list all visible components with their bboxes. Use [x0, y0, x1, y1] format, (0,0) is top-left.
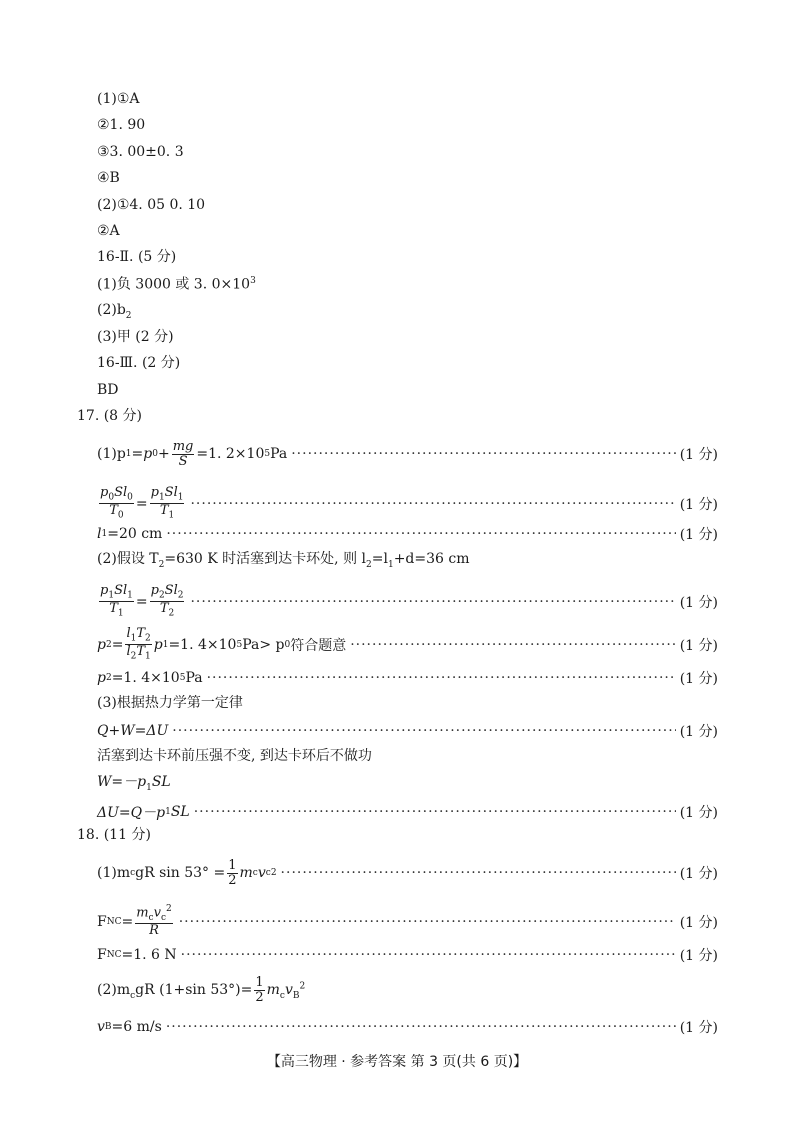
answer-line: (1)①A: [97, 91, 140, 107]
page-footer: 【高三物理 · 参考答案 第 3 页(共 6 页)】: [266, 1054, 528, 1070]
answer-line: ③3. 00±0. 3: [97, 144, 184, 160]
q17-text-assume: (2)假设 $T_2=630$ K 时活塞到达卡环处, 则 $l_2=l_1+d=36$ cm: [97, 551, 470, 570]
answer-line: BD: [97, 382, 119, 398]
q18-equation-1: (1)m c gR sin 53° = $\frac{1}{2}$ m c v c 2 ····· (1 分): [97, 859, 718, 887]
answer-line: 16-Ⅲ. (2 分): [97, 355, 181, 371]
q17-text-first-law: (3)根据热力学第一定律: [97, 695, 243, 711]
answer-line: ②A: [97, 223, 120, 239]
q18-equation-5: v B =6 m/s ····· (1 分): [97, 1017, 718, 1037]
q17-equation-4: $\frac{p_1Sl_1}{T_1}$ = $\frac{p_2Sl_2}{T_2}$ ····· (1 分): [97, 584, 718, 619]
q17-equation-8: ΔU=Q－p 1 SL ····· (1 分): [97, 802, 718, 822]
answer-line: $(2)b_2$: [97, 302, 132, 321]
question-18-header: 18. (11 分): [77, 827, 151, 843]
answer-line: ②1. 90: [97, 117, 146, 133]
q17-text-work: $W=-p_1SL$: [97, 774, 171, 793]
q17-equation-2: $\frac{p_0Sl_0}{T_0}$ = $\frac{p_1Sl_1}{T_1}$ ····· (1 分): [97, 486, 718, 521]
q18-equation-4: $(2)m_cgR$ (1+sin 53°)= $\frac{1}{2}$ $m_cv_B^2$: [97, 975, 306, 1005]
answer-line: (2)①4. 05 0. 10: [97, 197, 206, 213]
q17-equation-7: Q+W=ΔU ····· (1 分): [97, 721, 718, 741]
q18-equation-2: F NC = $m_cv_c^2$ R ····· (1 分): [97, 905, 718, 938]
answer-line: 16-Ⅱ. (5 分): [97, 249, 177, 265]
question-17-header: 17. (8 分): [77, 408, 142, 424]
q18-equation-3: F NC =1. 6 N ····· (1 分): [97, 945, 718, 965]
q17-equation-1: (1)p 1 = p 0 + $\frac{mg}{S}$ =1. 2×10 5 Pa ····· (1 分): [97, 440, 718, 468]
q17-equation-5: p 2 = $\frac{l_1T_2}{l_2T_1}$ p 1 =1. 4×10 5 Pa> p 0 符合题意 ····· (1 分): [97, 627, 718, 662]
q17-text-piston: 活塞到达卡环前压强不变, 到达卡环后不做功: [97, 748, 372, 764]
answer-line: (1)负 3000 或 3. $0\times 10^3$: [97, 276, 256, 293]
answer-line: ④B: [97, 170, 120, 186]
answer-line: (3)甲 (2 分): [97, 329, 174, 345]
q17-equation-6: p 2 =1. 4×10 5 Pa ····· (1 分): [97, 668, 718, 688]
q17-equation-3: l 1 =20 cm ····· (1 分): [97, 524, 718, 544]
